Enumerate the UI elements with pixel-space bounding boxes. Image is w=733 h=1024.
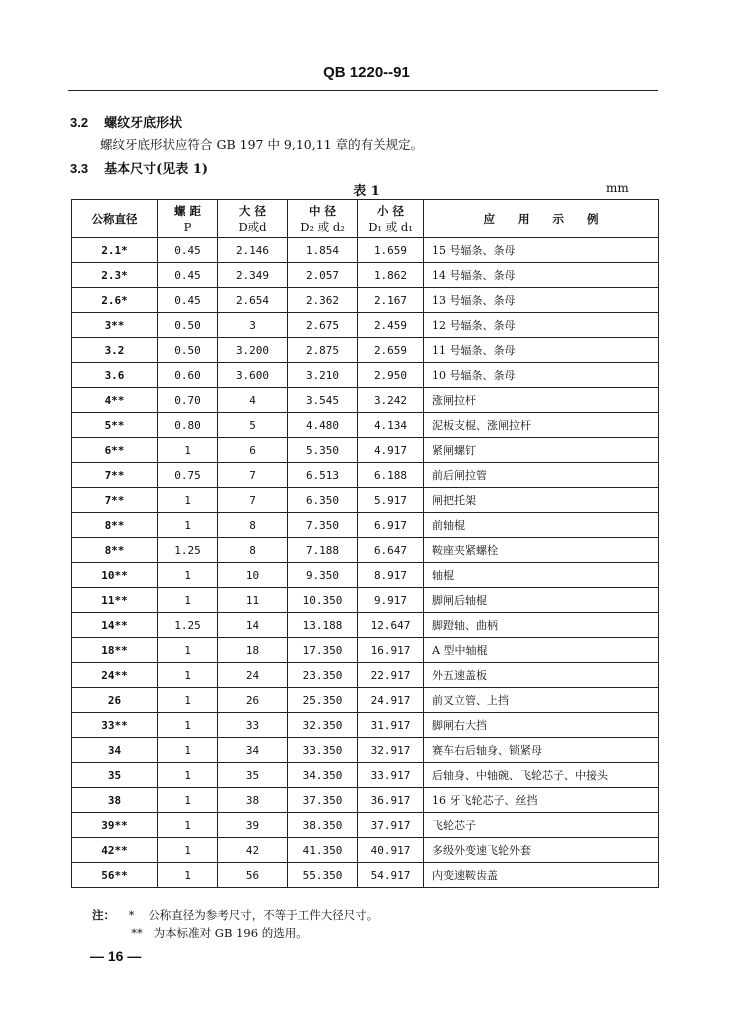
dimension-table bbox=[71, 199, 659, 888]
nominal-diameter-cell: 6** bbox=[72, 438, 158, 463]
pitch-diameter-cell: 2.875 bbox=[288, 338, 358, 363]
major-diameter-cell: 18 bbox=[218, 638, 288, 663]
application-cell: 后轴身、中轴碗、飞轮芯子、中接头 bbox=[424, 763, 659, 788]
nominal-diameter-cell: 35 bbox=[72, 763, 158, 788]
major-diameter-cell: 2.349 bbox=[218, 263, 288, 288]
pitch-cell: 0.75 bbox=[158, 463, 218, 488]
pitch-diameter-cell: 32.350 bbox=[288, 713, 358, 738]
minor-diameter-cell: 2.950 bbox=[358, 363, 424, 388]
section-number: 3.3 bbox=[70, 161, 89, 176]
pitch-cell: 0.80 bbox=[158, 413, 218, 438]
standard-code: QB 1220--91 bbox=[323, 64, 410, 81]
table-row bbox=[72, 288, 659, 313]
nominal-diameter-cell: 3** bbox=[72, 313, 158, 338]
pitch-diameter-cell: 3.210 bbox=[288, 363, 358, 388]
nominal-diameter-cell: 10** bbox=[72, 563, 158, 588]
pitch-diameter-cell: 7.188 bbox=[288, 538, 358, 563]
pitch-cell: 0.45 bbox=[158, 288, 218, 313]
pitch-cell: 1.25 bbox=[158, 613, 218, 638]
pitch-diameter-cell: 34.350 bbox=[288, 763, 358, 788]
application-cell: 10 号辐条、条母 bbox=[424, 363, 659, 388]
major-diameter-cell: 6 bbox=[218, 438, 288, 463]
pitch-cell: 1 bbox=[158, 438, 218, 463]
minor-diameter-cell: 4.917 bbox=[358, 438, 424, 463]
table-row bbox=[72, 388, 659, 413]
nominal-diameter-cell: 33** bbox=[72, 713, 158, 738]
application-cell: 13 号辐条、条母 bbox=[424, 288, 659, 313]
section-3-2-heading bbox=[70, 112, 182, 131]
note-1 bbox=[92, 907, 378, 923]
table-row bbox=[72, 238, 659, 263]
table-row bbox=[72, 513, 659, 538]
application-cell: 涨闸拉杆 bbox=[424, 388, 659, 413]
nominal-diameter-cell: 38 bbox=[72, 788, 158, 813]
major-diameter-cell: 4 bbox=[218, 388, 288, 413]
table-row bbox=[72, 488, 659, 513]
application-cell: 16 牙飞轮芯子、丝挡 bbox=[424, 788, 659, 813]
nominal-diameter-cell: 7** bbox=[72, 463, 158, 488]
pitch-cell: 1 bbox=[158, 713, 218, 738]
pitch-diameter-cell: 41.350 bbox=[288, 838, 358, 863]
nominal-diameter-cell: 39** bbox=[72, 813, 158, 838]
header-line: 小 径 bbox=[376, 203, 404, 218]
minor-diameter-cell: 5.917 bbox=[358, 488, 424, 513]
major-diameter-cell: 39 bbox=[218, 813, 288, 838]
table-row bbox=[72, 588, 659, 613]
pitch-diameter-cell: 4.480 bbox=[288, 413, 358, 438]
pitch-cell: 1 bbox=[158, 563, 218, 588]
minor-diameter-cell: 6.188 bbox=[358, 463, 424, 488]
minor-diameter-cell: 40.917 bbox=[358, 838, 424, 863]
minor-diameter-cell: 4.134 bbox=[358, 413, 424, 438]
table-row bbox=[72, 813, 659, 838]
table-row bbox=[72, 263, 659, 288]
application-cell: 泥板支棍、涨闸拉杆 bbox=[424, 413, 659, 438]
nominal-diameter-cell: 26 bbox=[72, 688, 158, 713]
pitch-diameter-cell: 10.350 bbox=[288, 588, 358, 613]
application-cell: 赛车右后轴身、锁紧母 bbox=[424, 738, 659, 763]
nominal-diameter-cell: 56** bbox=[72, 863, 158, 888]
application-cell: 脚闸后轴棍 bbox=[424, 588, 659, 613]
header-line: P bbox=[183, 219, 192, 234]
table-caption: 表 1 bbox=[353, 184, 380, 199]
nominal-diameter-cell: 2.3* bbox=[72, 263, 158, 288]
pitch-cell: 0.45 bbox=[158, 238, 218, 263]
pitch-cell: 1 bbox=[158, 838, 218, 863]
minor-diameter-cell: 3.242 bbox=[358, 388, 424, 413]
minor-diameter-cell: 2.167 bbox=[358, 288, 424, 313]
minor-diameter-cell: 1.862 bbox=[358, 263, 424, 288]
nominal-diameter-cell: 4** bbox=[72, 388, 158, 413]
pitch-diameter-cell: 37.350 bbox=[288, 788, 358, 813]
table-row bbox=[72, 563, 659, 588]
minor-diameter-cell: 2.659 bbox=[358, 338, 424, 363]
major-diameter-cell: 3 bbox=[218, 313, 288, 338]
application-cell: 12 号辐条、条母 bbox=[424, 313, 659, 338]
pitch-diameter-cell: 1.854 bbox=[288, 238, 358, 263]
nominal-diameter-cell: 5** bbox=[72, 413, 158, 438]
header-line: 螺 距 bbox=[173, 203, 201, 218]
pitch-cell: 1 bbox=[158, 638, 218, 663]
nominal-diameter-cell: 8** bbox=[72, 513, 158, 538]
minor-diameter-cell: 2.459 bbox=[358, 313, 424, 338]
table-header-row bbox=[72, 200, 659, 238]
application-cell: 前后闸拉管 bbox=[424, 463, 659, 488]
pitch-diameter-cell: 33.350 bbox=[288, 738, 358, 763]
table-row bbox=[72, 788, 659, 813]
pitch-diameter-cell: 23.350 bbox=[288, 663, 358, 688]
table-row bbox=[72, 763, 659, 788]
minor-diameter-cell: 9.917 bbox=[358, 588, 424, 613]
major-diameter-cell: 7 bbox=[218, 463, 288, 488]
nominal-diameter-cell: 2.6* bbox=[72, 288, 158, 313]
major-diameter-cell: 2.654 bbox=[218, 288, 288, 313]
header-line: 大 径 bbox=[238, 203, 266, 218]
note-1-text: 公称直径为参考尺寸，不等于工件大径尺寸。 bbox=[148, 908, 379, 922]
major-diameter-cell: 8 bbox=[218, 513, 288, 538]
note-2-text: 为本标准对 GB 196 的选用。 bbox=[153, 926, 308, 940]
major-diameter-cell: 8 bbox=[218, 538, 288, 563]
pitch-cell: 1 bbox=[158, 763, 218, 788]
pitch-diameter-cell: 3.545 bbox=[288, 388, 358, 413]
pitch-diameter-cell: 2.057 bbox=[288, 263, 358, 288]
application-cell: 前轴棍 bbox=[424, 513, 659, 538]
nominal-diameter-cell: 34 bbox=[72, 738, 158, 763]
table-row bbox=[72, 638, 659, 663]
col-application-header: 应 用 示 例 bbox=[424, 200, 659, 238]
pitch-cell: 1 bbox=[158, 688, 218, 713]
pitch-cell: 1 bbox=[158, 488, 218, 513]
pitch-cell: 0.50 bbox=[158, 313, 218, 338]
nominal-diameter-cell: 24** bbox=[72, 663, 158, 688]
header-line: D₂ 或 d₂ bbox=[300, 219, 345, 234]
application-cell: 脚蹬轴、曲柄 bbox=[424, 613, 659, 638]
minor-diameter-cell: 32.917 bbox=[358, 738, 424, 763]
pitch-cell: 1 bbox=[158, 738, 218, 763]
pitch-cell: 0.45 bbox=[158, 263, 218, 288]
major-diameter-cell: 26 bbox=[218, 688, 288, 713]
minor-diameter-cell: 33.917 bbox=[358, 763, 424, 788]
nominal-diameter-cell: 18** bbox=[72, 638, 158, 663]
header-rule bbox=[68, 90, 658, 91]
major-diameter-cell: 2.146 bbox=[218, 238, 288, 263]
application-cell: 14 号辐条、条母 bbox=[424, 263, 659, 288]
note-2-mark: ** bbox=[131, 926, 143, 940]
major-diameter-cell: 38 bbox=[218, 788, 288, 813]
table-row bbox=[72, 713, 659, 738]
application-cell: 轴棍 bbox=[424, 563, 659, 588]
table-row bbox=[72, 363, 659, 388]
table-row bbox=[72, 613, 659, 638]
table-unit: mm bbox=[606, 181, 629, 195]
note-1-mark: * bbox=[128, 908, 135, 922]
note-2 bbox=[124, 925, 308, 941]
major-diameter-cell: 7 bbox=[218, 488, 288, 513]
col-nominal-header: 公称直径 bbox=[72, 200, 158, 238]
table-row bbox=[72, 838, 659, 863]
minor-diameter-cell: 8.917 bbox=[358, 563, 424, 588]
pitch-diameter-cell: 9.350 bbox=[288, 563, 358, 588]
col-pitch-diameter-header bbox=[288, 200, 358, 238]
major-diameter-cell: 10 bbox=[218, 563, 288, 588]
major-diameter-cell: 34 bbox=[218, 738, 288, 763]
pitch-cell: 1 bbox=[158, 663, 218, 688]
nominal-diameter-cell: 11** bbox=[72, 588, 158, 613]
header-line: D或d bbox=[238, 219, 267, 234]
major-diameter-cell: 33 bbox=[218, 713, 288, 738]
minor-diameter-cell: 1.659 bbox=[358, 238, 424, 263]
col-minor-header bbox=[358, 200, 424, 238]
nominal-diameter-cell: 3.2 bbox=[72, 338, 158, 363]
nominal-diameter-cell: 3.6 bbox=[72, 363, 158, 388]
application-cell: 外五速盖板 bbox=[424, 663, 659, 688]
nominal-diameter-cell: 8** bbox=[72, 538, 158, 563]
table-row bbox=[72, 738, 659, 763]
application-cell: 11 号辐条、条母 bbox=[424, 338, 659, 363]
section-title: 基本尺寸(见表 1) bbox=[104, 162, 209, 177]
minor-diameter-cell: 16.917 bbox=[358, 638, 424, 663]
major-diameter-cell: 3.600 bbox=[218, 363, 288, 388]
section-3-3-heading bbox=[70, 158, 208, 177]
section-3-2-body: 螺纹牙底形状应符合 GB 197 中 9,10,11 章的有关规定。 bbox=[100, 137, 424, 152]
nominal-diameter-cell: 14** bbox=[72, 613, 158, 638]
application-cell: A 型中轴棍 bbox=[424, 638, 659, 663]
section-title: 螺纹牙底形状 bbox=[104, 116, 183, 131]
minor-diameter-cell: 12.647 bbox=[358, 613, 424, 638]
pitch-diameter-cell: 25.350 bbox=[288, 688, 358, 713]
minor-diameter-cell: 54.917 bbox=[358, 863, 424, 888]
col-major-header bbox=[218, 200, 288, 238]
table-row bbox=[72, 463, 659, 488]
pitch-diameter-cell: 5.350 bbox=[288, 438, 358, 463]
application-cell: 飞轮芯子 bbox=[424, 813, 659, 838]
table-row bbox=[72, 313, 659, 338]
minor-diameter-cell: 36.917 bbox=[358, 788, 424, 813]
nominal-diameter-cell: 2.1* bbox=[72, 238, 158, 263]
pitch-diameter-cell: 6.513 bbox=[288, 463, 358, 488]
pitch-cell: 0.60 bbox=[158, 363, 218, 388]
pitch-diameter-cell: 13.188 bbox=[288, 613, 358, 638]
page-number: — 16 — bbox=[90, 948, 142, 964]
table-row bbox=[72, 338, 659, 363]
pitch-cell: 1 bbox=[158, 513, 218, 538]
pitch-diameter-cell: 7.350 bbox=[288, 513, 358, 538]
major-diameter-cell: 24 bbox=[218, 663, 288, 688]
col-pitch-header bbox=[158, 200, 218, 238]
major-diameter-cell: 42 bbox=[218, 838, 288, 863]
table-row bbox=[72, 663, 659, 688]
pitch-cell: 0.50 bbox=[158, 338, 218, 363]
header-line: D₁ 或 d₁ bbox=[368, 219, 413, 234]
pitch-cell: 1.25 bbox=[158, 538, 218, 563]
section-number: 3.2 bbox=[70, 115, 89, 130]
application-cell: 15 号辐条、条母 bbox=[424, 238, 659, 263]
nominal-diameter-cell: 7** bbox=[72, 488, 158, 513]
application-cell: 脚闸右大挡 bbox=[424, 713, 659, 738]
table-row bbox=[72, 538, 659, 563]
table-row bbox=[72, 413, 659, 438]
major-diameter-cell: 3.200 bbox=[218, 338, 288, 363]
application-cell: 前叉立管、上挡 bbox=[424, 688, 659, 713]
minor-diameter-cell: 24.917 bbox=[358, 688, 424, 713]
pitch-cell: 1 bbox=[158, 813, 218, 838]
major-diameter-cell: 5 bbox=[218, 413, 288, 438]
table-row bbox=[72, 863, 659, 888]
pitch-diameter-cell: 38.350 bbox=[288, 813, 358, 838]
table-row bbox=[72, 688, 659, 713]
major-diameter-cell: 35 bbox=[218, 763, 288, 788]
pitch-diameter-cell: 2.675 bbox=[288, 313, 358, 338]
major-diameter-cell: 11 bbox=[218, 588, 288, 613]
pitch-cell: 1 bbox=[158, 588, 218, 613]
major-diameter-cell: 14 bbox=[218, 613, 288, 638]
application-cell: 鞍座夹紧螺栓 bbox=[424, 538, 659, 563]
pitch-diameter-cell: 2.362 bbox=[288, 288, 358, 313]
application-cell: 闸把托架 bbox=[424, 488, 659, 513]
pitch-cell: 0.70 bbox=[158, 388, 218, 413]
note-label: 注： bbox=[92, 908, 115, 922]
application-cell: 多级外变速飞轮外套 bbox=[424, 838, 659, 863]
table-row bbox=[72, 438, 659, 463]
pitch-diameter-cell: 6.350 bbox=[288, 488, 358, 513]
nominal-diameter-cell: 42** bbox=[72, 838, 158, 863]
pitch-cell: 1 bbox=[158, 863, 218, 888]
pitch-cell: 1 bbox=[158, 788, 218, 813]
pitch-diameter-cell: 55.350 bbox=[288, 863, 358, 888]
application-cell: 内变速鞍齿盖 bbox=[424, 863, 659, 888]
major-diameter-cell: 56 bbox=[218, 863, 288, 888]
pitch-diameter-cell: 17.350 bbox=[288, 638, 358, 663]
minor-diameter-cell: 37.917 bbox=[358, 813, 424, 838]
minor-diameter-cell: 22.917 bbox=[358, 663, 424, 688]
header-line: 中 径 bbox=[308, 203, 336, 218]
minor-diameter-cell: 6.917 bbox=[358, 513, 424, 538]
minor-diameter-cell: 31.917 bbox=[358, 713, 424, 738]
minor-diameter-cell: 6.647 bbox=[358, 538, 424, 563]
application-cell: 紧闸螺钉 bbox=[424, 438, 659, 463]
